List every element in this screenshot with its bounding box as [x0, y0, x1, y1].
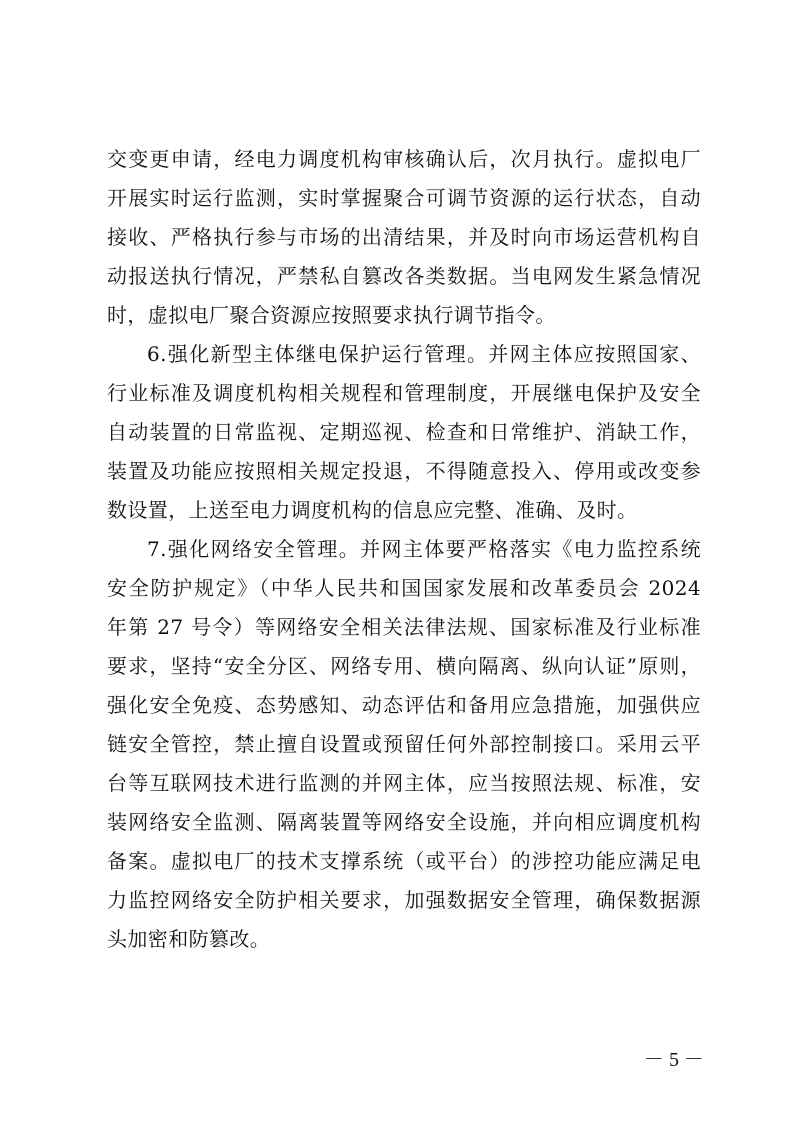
text-line: 交变更申请，经电力调度机构审核确认后，次月执行。虚拟电厂 [107, 147, 701, 171]
text-line: 安全防护规定》（中华人民共和国国家发展和改革委员会 2024 [107, 576, 701, 600]
text-line: 台等互联网技术进行监测的并网主体，应当按照法规、标准，安 [107, 771, 701, 795]
text-line: 行业标准及调度机构相关规程和管理制度，开展继电保护及安全 [107, 381, 701, 405]
text-line: 链安全管控，禁止擅自设置或预留任何外部控制接口。采用云平 [107, 732, 701, 756]
section-heading-line: 6.强化新型主体继电保护运行管理。并网主体应按照国家、 [147, 342, 701, 366]
text-line: 力监控网络安全防护相关要求，加强数据安全管理，确保数据源 [107, 888, 701, 912]
text-line: 头加密和防篡改。 [107, 927, 271, 951]
text-line: 时，虚拟电厂聚合资源应按照要求执行调节指令。 [107, 303, 556, 327]
text-line: 备案。虚拟电厂的技术支撑系统（或平台）的涉控功能应满足电 [107, 849, 701, 873]
section-heading-line: 7.强化网络安全管理。并网主体要严格落实《电力监控系统 [147, 537, 701, 561]
text-line: 开展实时运行监测，实时掌握聚合可调节资源的运行状态，自动 [107, 186, 701, 210]
text-line: 装置及功能应按照相关规定投退，不得随意投入、停用或改变参 [107, 459, 701, 483]
body-text [107, 140, 701, 959]
text-line: 年第 27 号令）等网络安全相关法律法规、国家标准及行业标准 [107, 615, 701, 639]
text-line: 自动装置的日常监视、定期巡视、检查和日常维护、消缺工作， [107, 420, 701, 444]
text-line: 装网络安全监测、隔离装置等网络安全设施，并向相应调度机构 [107, 810, 701, 834]
page-number: － 5 － [644, 1049, 704, 1071]
text-line: 数设置，上送至电力调度机构的信息应完整、准确、及时。 [107, 498, 638, 522]
text-line: 要求，坚持“安全分区、网络专用、横向隔离、纵向认证”原则， [107, 654, 701, 678]
text-line: 强化安全免疫、态势感知、动态评估和备用应急措施，加强供应 [107, 693, 701, 717]
text-line: 动报送执行情况，严禁私自篡改各类数据。当电网发生紧急情况 [107, 264, 701, 288]
text-line: 接收、严格执行参与市场的出清结果，并及时向市场运营机构自 [107, 225, 701, 249]
